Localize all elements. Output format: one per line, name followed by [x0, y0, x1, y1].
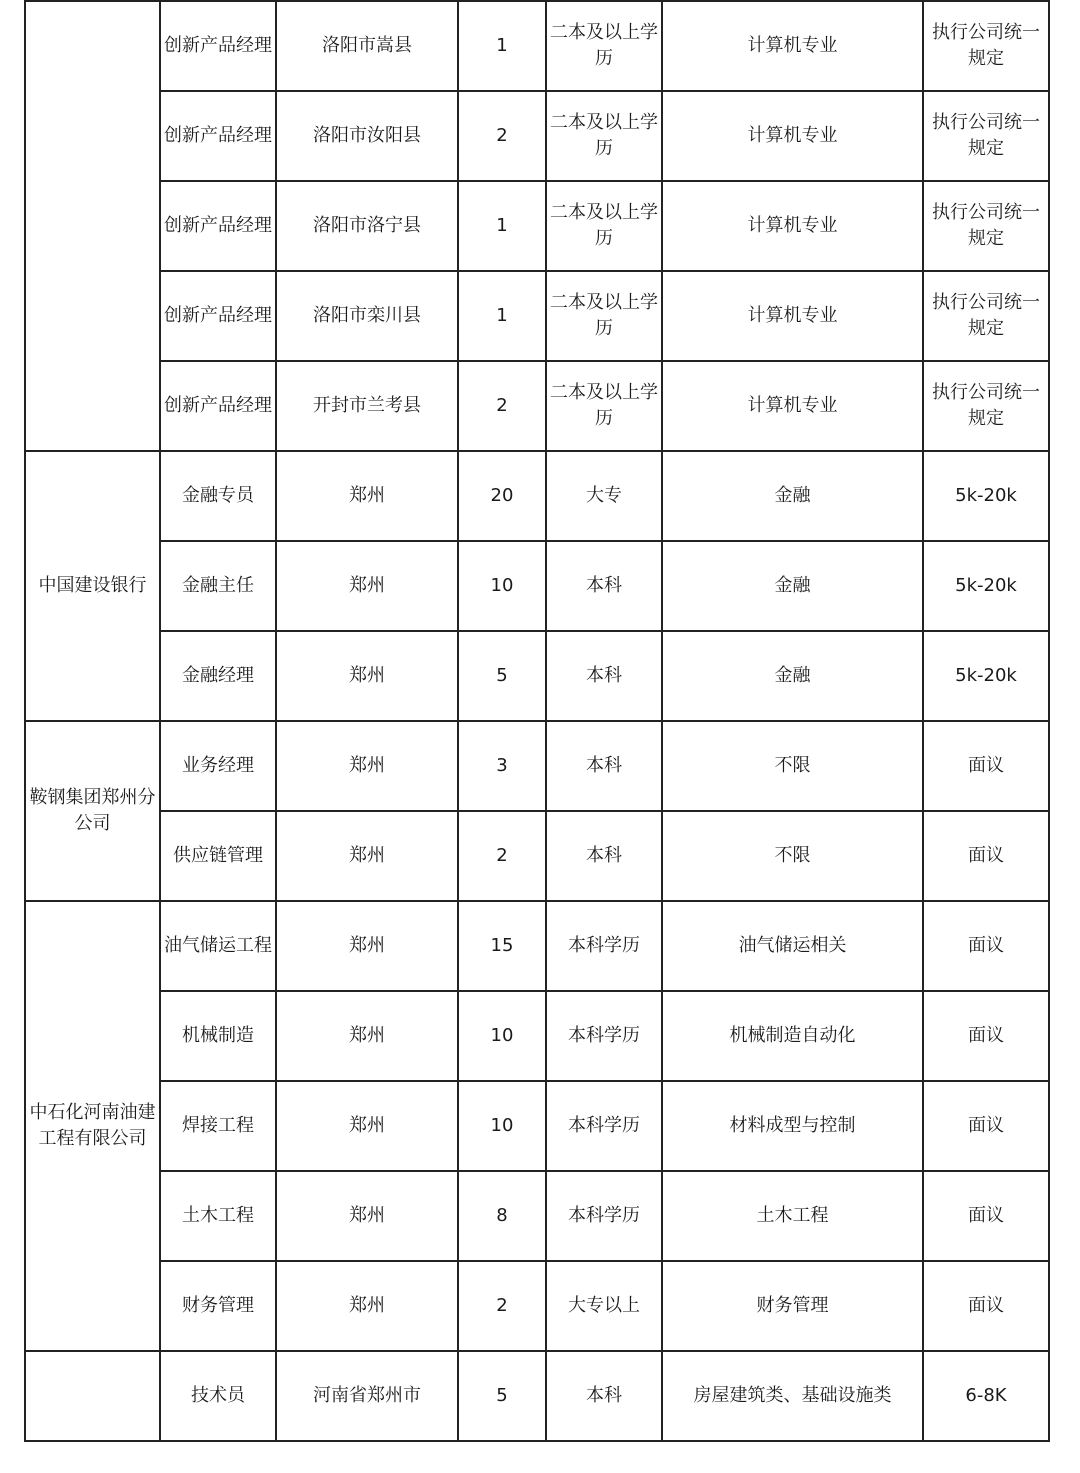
position-cell: 机械制造	[160, 991, 276, 1081]
count-cell: 20	[458, 451, 546, 541]
education-cell: 本科	[546, 811, 662, 901]
education-cell: 本科	[546, 541, 662, 631]
education-cell: 本科学历	[546, 991, 662, 1081]
position-cell: 土木工程	[160, 1171, 276, 1261]
company-cell	[25, 1, 160, 451]
major-cell: 金融	[662, 541, 923, 631]
job-table-container	[24, 0, 1050, 1442]
major-cell: 计算机专业	[662, 1, 923, 91]
company-cell: 中石化河南油建工程有限公司	[25, 901, 160, 1351]
count-cell: 5	[458, 631, 546, 721]
position-cell: 创新产品经理	[160, 1, 276, 91]
salary-cell: 执行公司统一规定	[923, 91, 1049, 181]
location-cell: 郑州	[276, 631, 458, 721]
count-cell: 5	[458, 1351, 546, 1441]
table-row	[25, 91, 1049, 181]
education-cell: 本科学历	[546, 1081, 662, 1171]
major-cell: 金融	[662, 631, 923, 721]
count-cell: 2	[458, 361, 546, 451]
location-cell: 郑州	[276, 991, 458, 1081]
position-cell: 业务经理	[160, 721, 276, 811]
count-cell: 1	[458, 271, 546, 361]
education-cell: 大专以上	[546, 1261, 662, 1351]
major-cell: 计算机专业	[662, 91, 923, 181]
education-cell: 二本及以上学历	[546, 361, 662, 451]
count-cell: 1	[458, 181, 546, 271]
count-cell: 10	[458, 991, 546, 1081]
location-cell: 郑州	[276, 1261, 458, 1351]
major-cell: 不限	[662, 721, 923, 811]
location-cell: 河南省郑州市	[276, 1351, 458, 1441]
location-cell: 洛阳市栾川县	[276, 271, 458, 361]
education-cell: 本科学历	[546, 901, 662, 991]
position-cell: 技术员	[160, 1351, 276, 1441]
company-cell: 鞍钢集团郑州分公司	[25, 721, 160, 901]
education-cell: 本科	[546, 631, 662, 721]
location-cell: 郑州	[276, 1171, 458, 1261]
location-cell: 洛阳市嵩县	[276, 1, 458, 91]
salary-cell: 面议	[923, 721, 1049, 811]
salary-cell: 执行公司统一规定	[923, 361, 1049, 451]
education-cell: 本科学历	[546, 1171, 662, 1261]
table-row	[25, 1, 1049, 91]
education-cell: 本科	[546, 1351, 662, 1441]
major-cell: 财务管理	[662, 1261, 923, 1351]
count-cell: 2	[458, 1261, 546, 1351]
location-cell: 洛阳市汝阳县	[276, 91, 458, 181]
education-cell: 大专	[546, 451, 662, 541]
education-cell: 二本及以上学历	[546, 91, 662, 181]
table-row	[25, 361, 1049, 451]
location-cell: 郑州	[276, 541, 458, 631]
salary-cell: 面议	[923, 1081, 1049, 1171]
position-cell: 金融专员	[160, 451, 276, 541]
position-cell: 供应链管理	[160, 811, 276, 901]
education-cell: 本科	[546, 721, 662, 811]
location-cell: 郑州	[276, 1081, 458, 1171]
location-cell: 郑州	[276, 721, 458, 811]
count-cell: 3	[458, 721, 546, 811]
table-row	[25, 181, 1049, 271]
education-cell: 二本及以上学历	[546, 1, 662, 91]
position-cell: 创新产品经理	[160, 361, 276, 451]
education-cell: 二本及以上学历	[546, 181, 662, 271]
salary-cell: 6-8K	[923, 1351, 1049, 1441]
position-cell: 金融主任	[160, 541, 276, 631]
position-cell: 创新产品经理	[160, 271, 276, 361]
location-cell: 开封市兰考县	[276, 361, 458, 451]
table-row	[25, 991, 1049, 1081]
table-row	[25, 631, 1049, 721]
table-row	[25, 1081, 1049, 1171]
table-row	[25, 1351, 1049, 1441]
location-cell: 郑州	[276, 811, 458, 901]
location-cell: 洛阳市洛宁县	[276, 181, 458, 271]
position-cell: 焊接工程	[160, 1081, 276, 1171]
major-cell: 不限	[662, 811, 923, 901]
salary-cell: 面议	[923, 811, 1049, 901]
table-row	[25, 721, 1049, 811]
table-row	[25, 901, 1049, 991]
major-cell: 材料成型与控制	[662, 1081, 923, 1171]
salary-cell: 执行公司统一规定	[923, 1, 1049, 91]
table-row	[25, 811, 1049, 901]
salary-cell: 面议	[923, 991, 1049, 1081]
salary-cell: 5k-20k	[923, 451, 1049, 541]
major-cell: 金融	[662, 451, 923, 541]
major-cell: 计算机专业	[662, 271, 923, 361]
position-cell: 财务管理	[160, 1261, 276, 1351]
major-cell: 计算机专业	[662, 181, 923, 271]
count-cell: 8	[458, 1171, 546, 1261]
count-cell: 10	[458, 541, 546, 631]
salary-cell: 执行公司统一规定	[923, 181, 1049, 271]
company-cell: 中国建设银行	[25, 451, 160, 721]
major-cell: 机械制造自动化	[662, 991, 923, 1081]
table-row	[25, 1261, 1049, 1351]
count-cell: 1	[458, 1, 546, 91]
count-cell: 15	[458, 901, 546, 991]
position-cell: 创新产品经理	[160, 181, 276, 271]
major-cell: 土木工程	[662, 1171, 923, 1261]
salary-cell: 执行公司统一规定	[923, 271, 1049, 361]
table-row	[25, 271, 1049, 361]
major-cell: 计算机专业	[662, 361, 923, 451]
salary-cell: 5k-20k	[923, 631, 1049, 721]
salary-cell: 面议	[923, 1261, 1049, 1351]
education-cell: 二本及以上学历	[546, 271, 662, 361]
salary-cell: 面议	[923, 1171, 1049, 1261]
count-cell: 2	[458, 811, 546, 901]
table-row	[25, 451, 1049, 541]
position-cell: 创新产品经理	[160, 91, 276, 181]
location-cell: 郑州	[276, 901, 458, 991]
job-table	[24, 0, 1050, 1442]
count-cell: 2	[458, 91, 546, 181]
major-cell: 油气储运相关	[662, 901, 923, 991]
salary-cell: 5k-20k	[923, 541, 1049, 631]
position-cell: 油气储运工程	[160, 901, 276, 991]
position-cell: 金融经理	[160, 631, 276, 721]
table-row	[25, 1171, 1049, 1261]
salary-cell: 面议	[923, 901, 1049, 991]
company-cell	[25, 1351, 160, 1441]
major-cell: 房屋建筑类、基础设施类	[662, 1351, 923, 1441]
count-cell: 10	[458, 1081, 546, 1171]
table-row	[25, 541, 1049, 631]
location-cell: 郑州	[276, 451, 458, 541]
